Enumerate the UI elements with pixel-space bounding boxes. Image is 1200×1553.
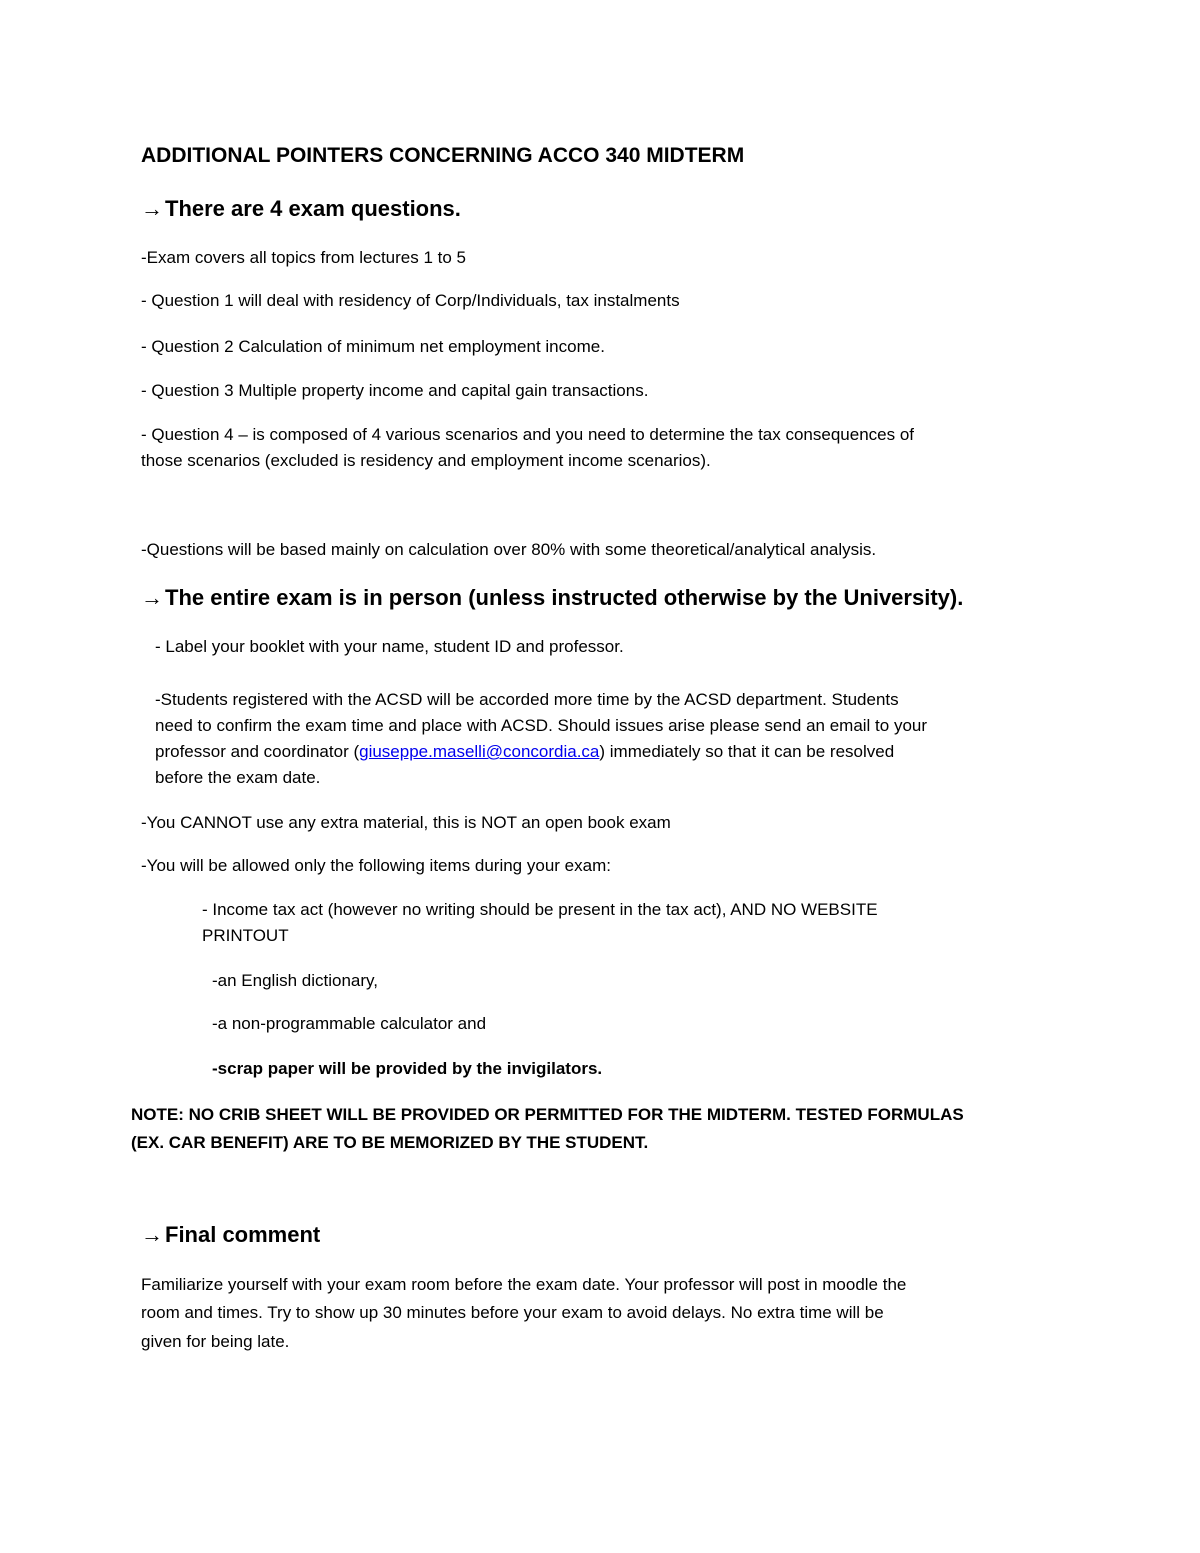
paragraph-calculation-weight: -Questions will be based mainly on calculation over 80% with some theoretical/analytical analysis. bbox=[141, 540, 877, 559]
paragraph-acsd-line-1: -Students registered with the ACSD will be accorded more time by the ACSD department. Students bbox=[155, 690, 899, 709]
note-line-1: NOTE: NO CRIB SHEET WILL BE PROVIDED OR PERMITTED FOR THE MIDTERM. TESTED FORMULAS bbox=[131, 1105, 964, 1124]
page-title: ADDITIONAL POINTERS CONCERNING ACCO 340 MIDTERM bbox=[141, 144, 745, 167]
note-line-2: (EX. CAR BENEFIT) ARE TO BE MEMORIZED BY THE STUDENT. bbox=[131, 1133, 649, 1152]
allowed-item-income-tax-act-cont: PRINTOUT bbox=[202, 926, 289, 945]
allowed-item-calculator: -a non-programmable calculator and bbox=[212, 1014, 487, 1033]
section-heading-in-person: →The entire exam is in person (unless instructed otherwise by the University). bbox=[141, 585, 964, 610]
paragraph-question-4-line-1: - Question 4 – is composed of 4 various scenarios and you need to determine the tax consequences of bbox=[141, 425, 915, 444]
section-heading-final-comment: →Final comment bbox=[141, 1222, 321, 1247]
coordinator-email-link[interactable]: giuseppe.maselli@concordia.ca bbox=[359, 742, 600, 761]
arrow-icon: → bbox=[141, 196, 163, 221]
allowed-item-income-tax-act: - Income tax act (however no writing should be present in the tax act), AND NO WEBSITE bbox=[202, 900, 878, 919]
allowed-item-scrap-paper: -scrap paper will be provided by the invigilators. bbox=[212, 1059, 603, 1078]
paragraph-acsd-line-2: need to confirm the exam time and place with ACSD. Should issues arise please send an email to your bbox=[155, 716, 928, 735]
paragraph-topics: -Exam covers all topics from lectures 1 to 5 bbox=[141, 248, 467, 267]
arrow-icon: → bbox=[141, 585, 163, 610]
allowed-item-dictionary: -an English dictionary, bbox=[212, 971, 378, 990]
paragraph-no-extra-material: -You CANNOT use any extra material, this is NOT an open book exam bbox=[141, 813, 671, 832]
paragraph-acsd-line-4: before the exam date. bbox=[155, 768, 321, 787]
paragraph-acsd-line-3: professor and coordinator (giuseppe.maselli@concordia.ca) immediately so that it can be resolved bbox=[155, 742, 895, 761]
section-heading-exam-questions: →There are 4 exam questions. bbox=[141, 196, 461, 221]
paragraph-question-3: - Question 3 Multiple property income and capital gain transactions. bbox=[141, 381, 649, 400]
paragraph-question-4-line-2: those scenarios (excluded is residency and employment income scenarios). bbox=[141, 451, 711, 470]
arrow-icon: → bbox=[141, 1222, 163, 1247]
final-comment-line-1: Familiarize yourself with your exam room before the exam date. Your professor will post in moodle the bbox=[141, 1275, 907, 1294]
paragraph-allowed-items: -You will be allowed only the following items during your exam: bbox=[141, 856, 611, 875]
final-comment-line-3: given for being late. bbox=[141, 1332, 290, 1351]
final-comment-line-2: room and times. Try to show up 30 minutes before your exam to avoid delays. No extra time will be bbox=[141, 1303, 884, 1322]
paragraph-question-1: - Question 1 will deal with residency of Corp/Individuals, tax instalments bbox=[141, 291, 680, 310]
paragraph-question-2: - Question 2 Calculation of minimum net employment income. bbox=[141, 337, 605, 356]
paragraph-label-booklet: - Label your booklet with your name, student ID and professor. bbox=[155, 637, 624, 656]
